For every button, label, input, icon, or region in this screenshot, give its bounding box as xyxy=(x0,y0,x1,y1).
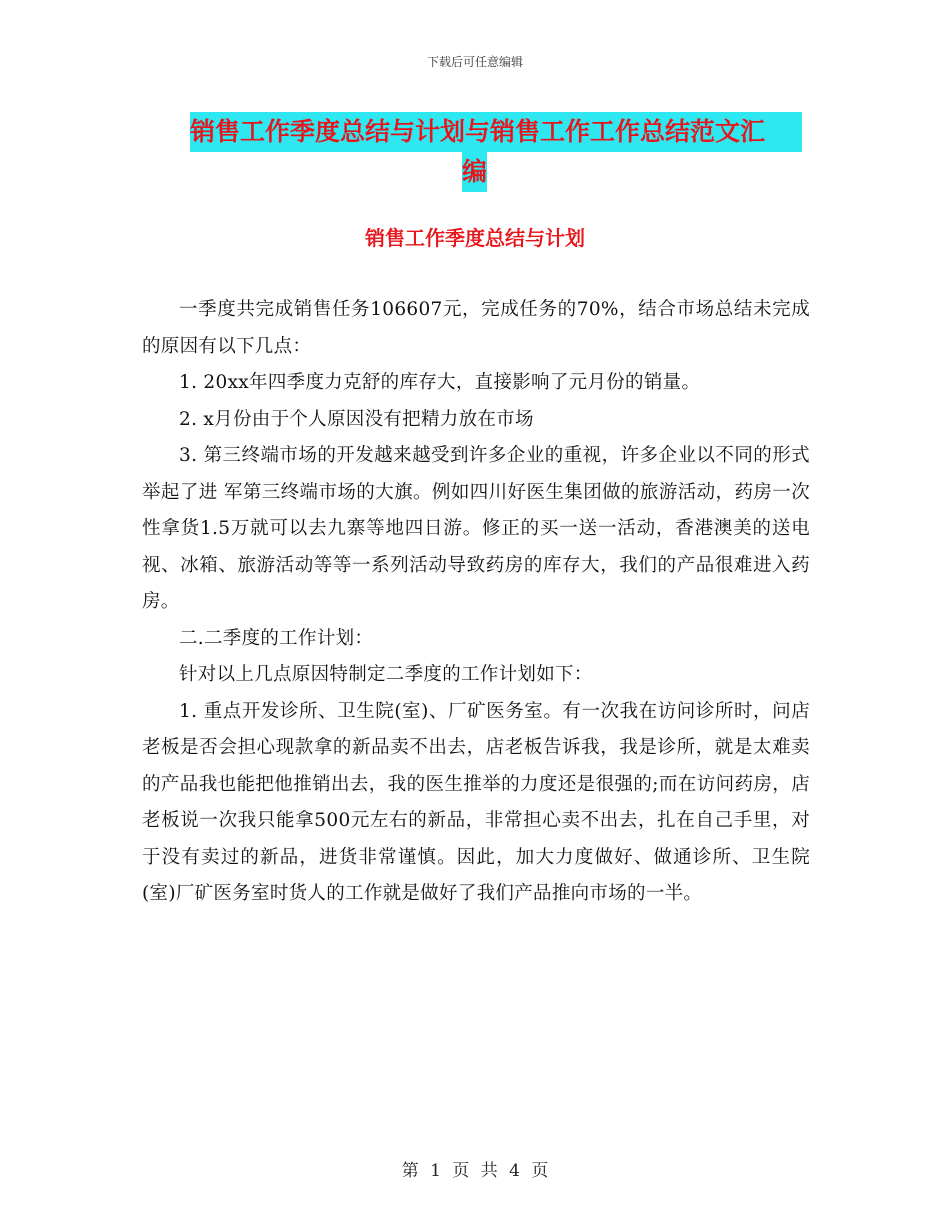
paragraph: 一季度共完成销售任务106607元，完成任务的70%，结合市场总结未完成的原因有以下几点： xyxy=(142,299,810,357)
paragraph: 2. x月份由于个人原因没有把精力放在市场 xyxy=(179,408,534,430)
section-title: 销售工作季度总结与计划 xyxy=(365,226,585,250)
title-line-1: 销售工作季度总结与计划与销售工作工作总结范文汇 xyxy=(190,112,802,152)
document-title xyxy=(190,112,810,192)
paragraph: 1. 20xx年四季度力克舒的库存大，直接影响了元月份的销量。 xyxy=(179,372,701,393)
paragraph: 3. 第三终端市场的开发越来越受到许多企业的重视，许多企业以不同的形式举起了进 军第三终端市场的大旗。例如四川好医生集团做的旅游活动，药房一次性拿货1.5万就可以去九寨等地四日游。修正的买一送一活动，香港澳美的送电视、冰箱、旅游活动等等一系列活动导致药房的库存大，我们的产品很难进入药房。 xyxy=(142,445,810,612)
paragraph: 1. 重点开发诊所、卫生院(室)、厂矿医务室。有一次我在访问诊所时，问店老板是否会担心现款拿的新品卖不出去，店老板告诉我，我是诊所，就是太难卖的产品我也能把他推销出去，我的医生推举的力度还是很强的;而在访问药房，店老板说一次我只能拿500元左右的新品，非常担心卖不出去，扎在自己手里，对于没有卖过的新品，进货非常谨慎。因此，加大力度做好、做通诊所、卫生院(室)厂矿医务室时货人的工作就是做好了我们产品推向市场的一半。 xyxy=(142,700,810,904)
page-footer: 第 1 页 共 4 页 xyxy=(401,1161,549,1181)
paragraph: 针对以上几点原因特制定二季度的工作计划如下： xyxy=(179,664,593,685)
header-note: 下载后可任意编辑 xyxy=(426,55,523,69)
title-line-2: 编 xyxy=(462,152,487,192)
document-body xyxy=(142,292,810,913)
paragraph: 二.二季度的工作计划： xyxy=(179,627,374,649)
